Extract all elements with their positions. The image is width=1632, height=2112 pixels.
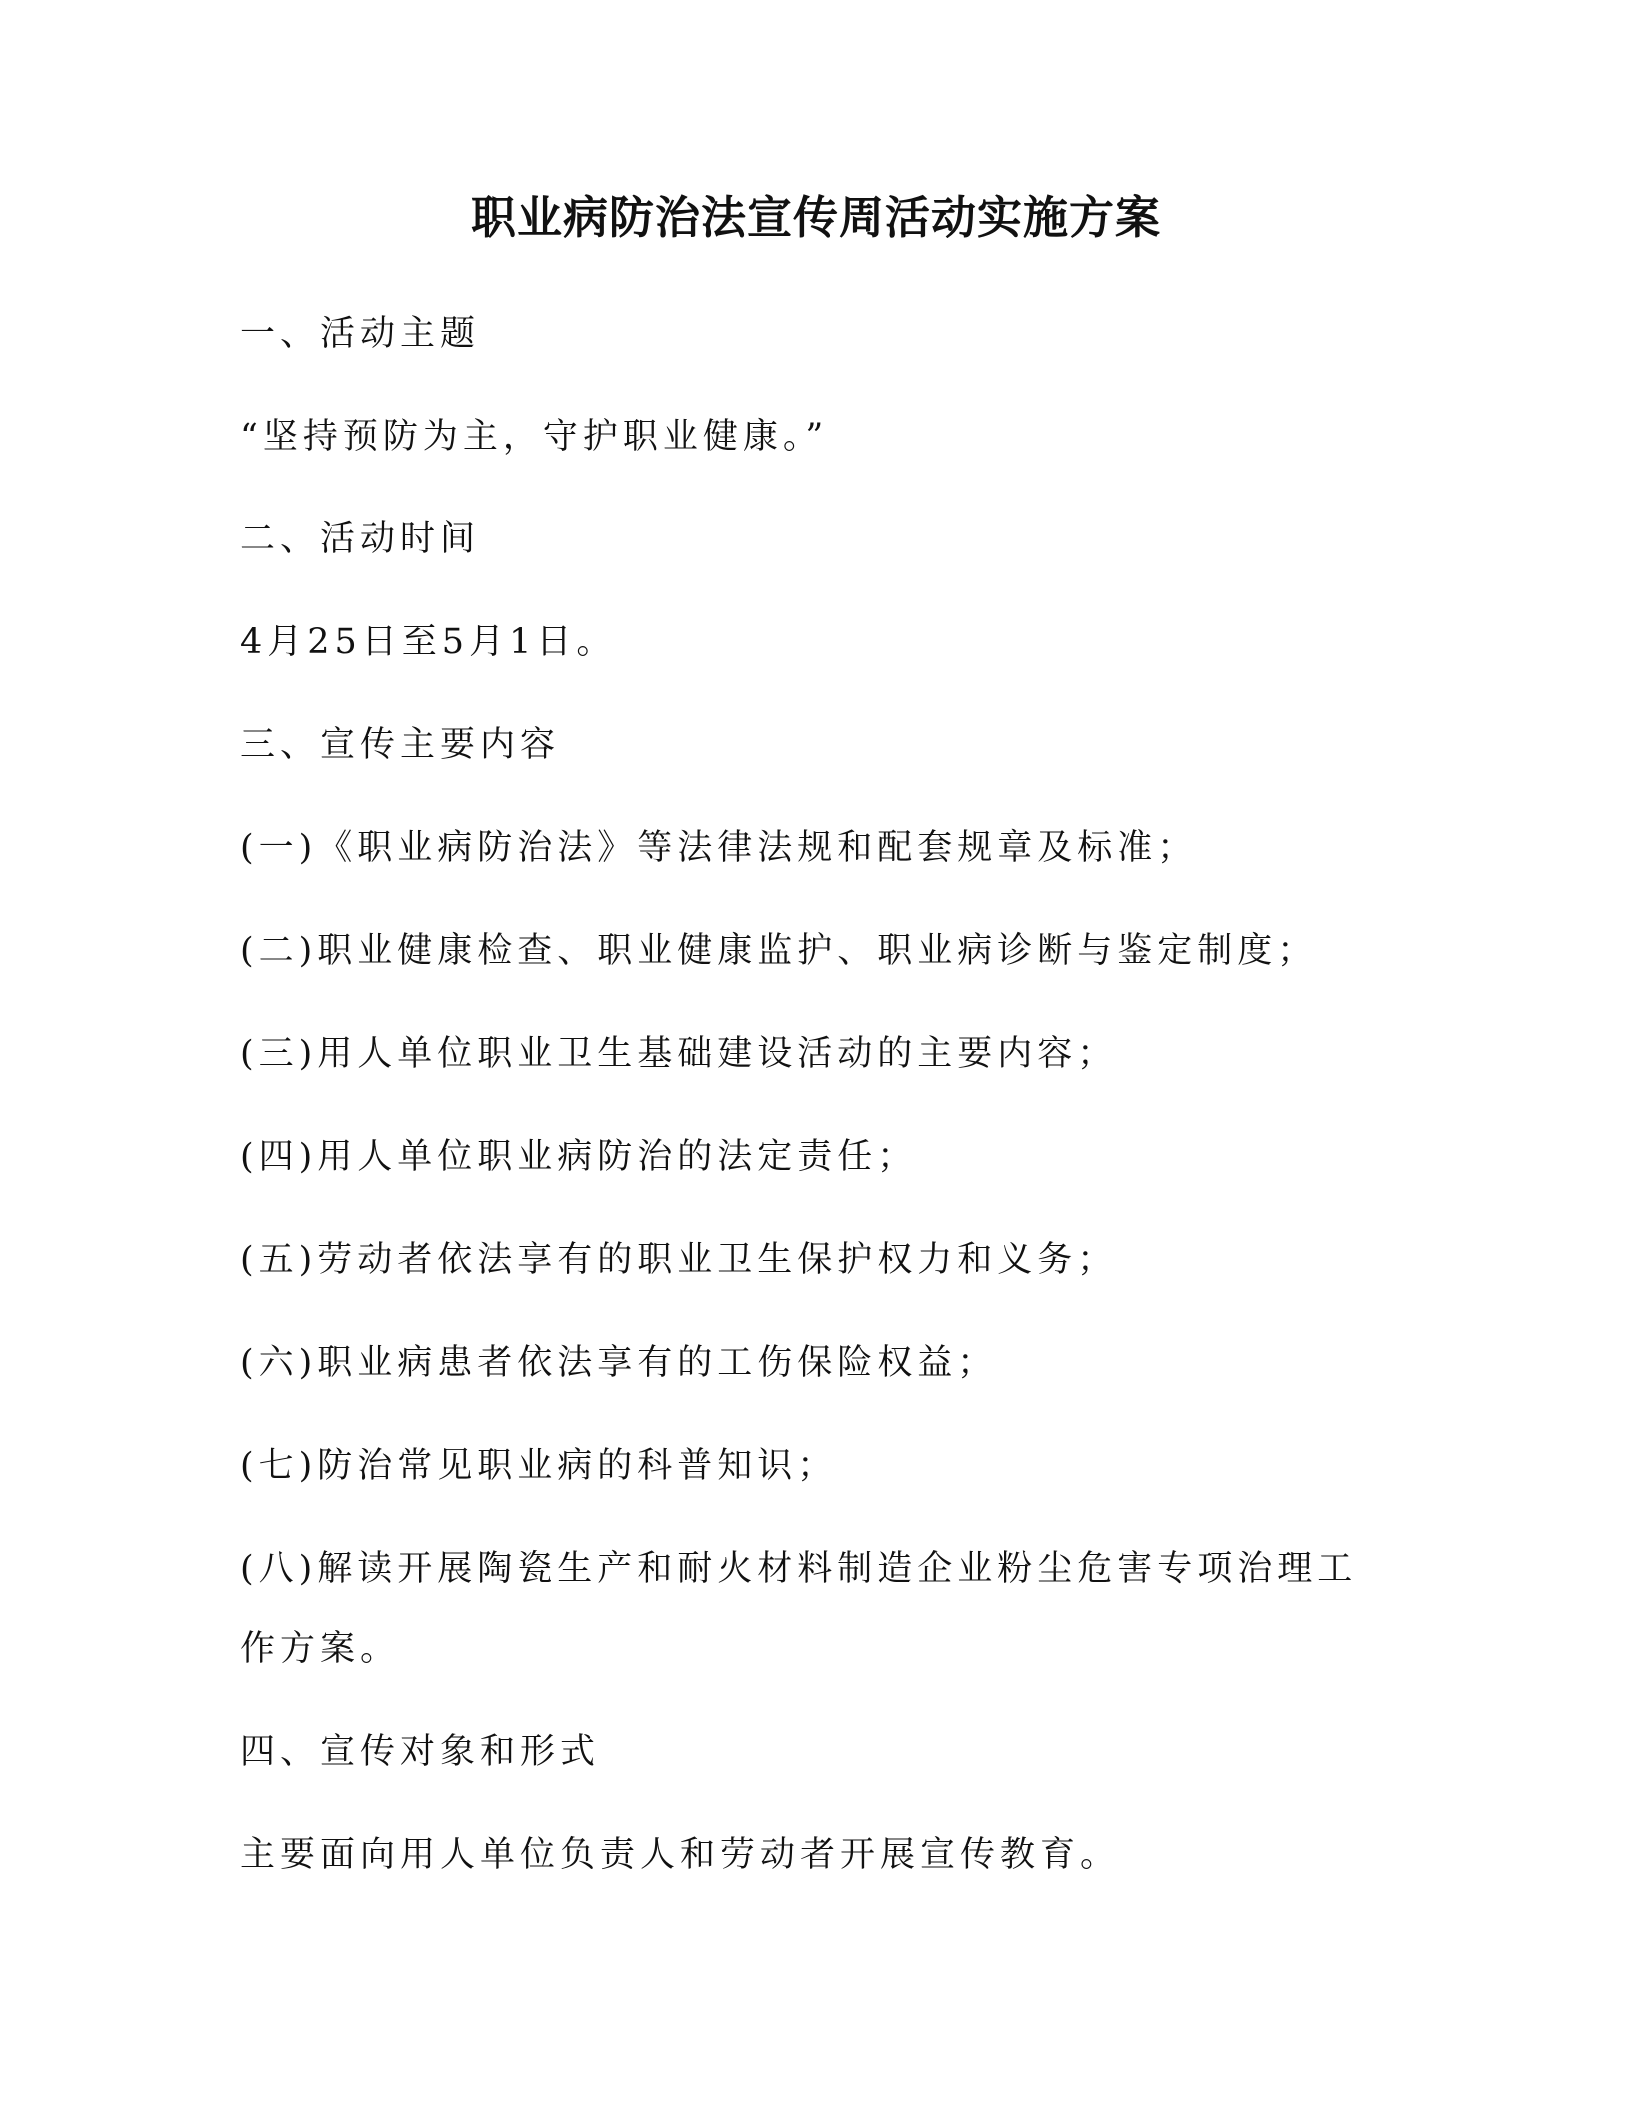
content-item: (五)劳动者依法享有的职业卫生保护权力和义务； <box>240 1240 1118 1280</box>
content-item-continuation: 作方案。 <box>240 1629 401 1669</box>
content-item: (七)防治常见职业病的科普知识； <box>240 1446 838 1486</box>
content-item: (二)职业健康检查、职业健康监护、职业病诊断与鉴定制度； <box>240 931 1318 971</box>
section-body-theme: “坚持预防为主，守护职业健康。” <box>240 417 829 457</box>
section-heading-time: 二、活动时间 <box>240 519 481 559</box>
content-item: (一)《职业病防治法》等法律法规和配套规章及标准； <box>240 828 1198 868</box>
document-title: 职业病防治法宣传周活动实施方案 <box>470 191 1161 244</box>
section-heading-audience: 四、宣传对象和形式 <box>240 1732 601 1772</box>
content-item: (四)用人单位职业病防治的法定责任； <box>240 1137 918 1177</box>
content-item: (六)职业病患者依法享有的工伤保险权益； <box>240 1343 998 1383</box>
section-heading-content: 三、宣传主要内容 <box>240 725 561 765</box>
section-body-audience: 主要面向用人单位负责人和劳动者开展宣传教育。 <box>240 1835 1121 1875</box>
section-body-time: 4月25日至5月1日。 <box>240 622 617 662</box>
content-item: (八)解读开展陶瓷生产和耐火材料制造企业粉尘危害专项治理工 <box>240 1549 1358 1589</box>
section-heading-theme: 一、活动主题 <box>240 314 481 354</box>
content-item: (三)用人单位职业卫生基础建设活动的主要内容； <box>240 1034 1118 1074</box>
